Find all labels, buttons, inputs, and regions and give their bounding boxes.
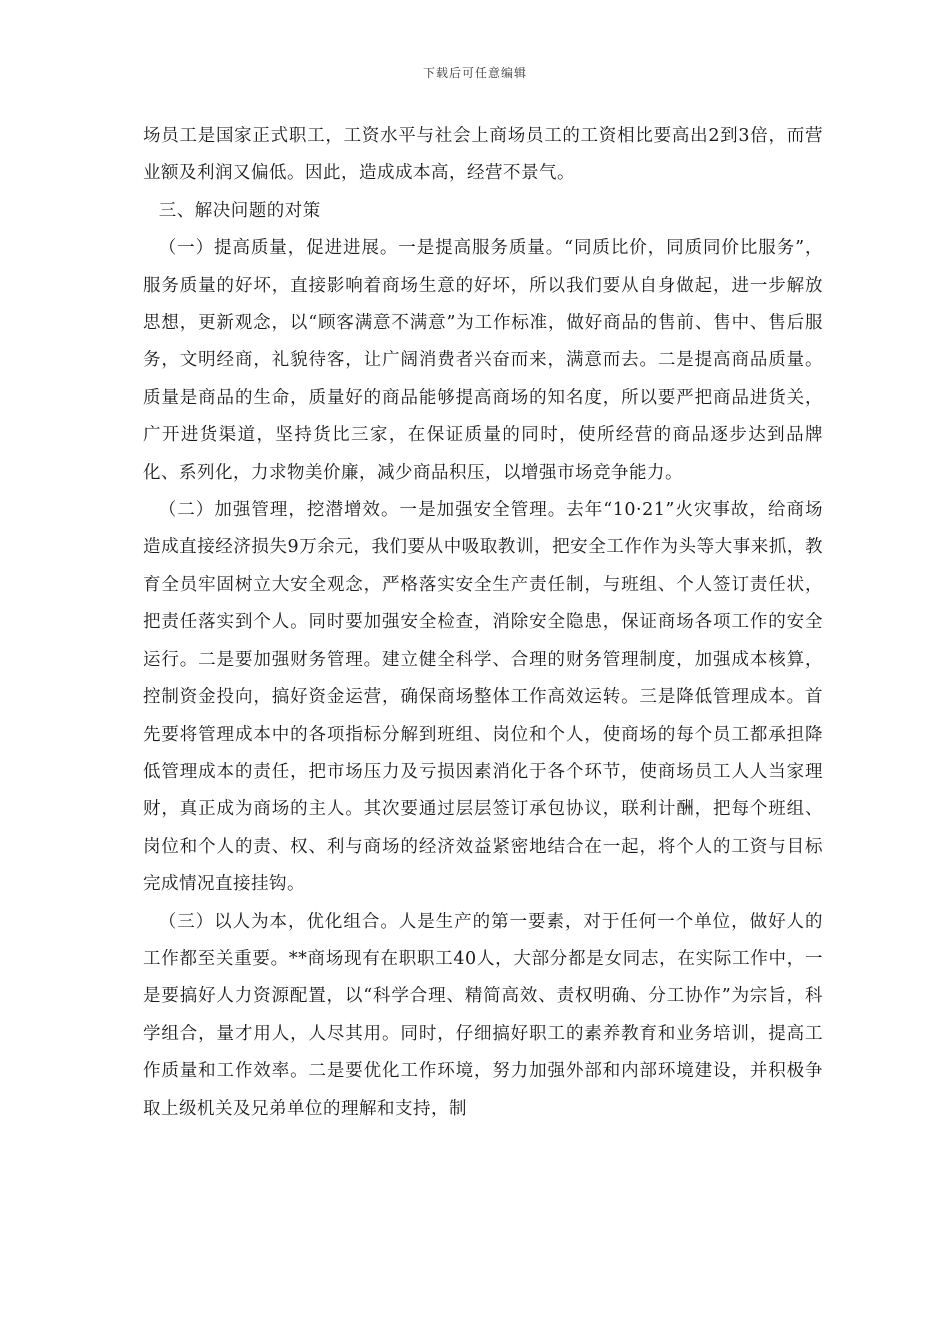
paragraph-strengthen-management: （二）加强管理，挖潜增效。一是加强安全管理。去年“10·21”火灾事故，给商场造成直接经济损失9万余元，我们要从中吸取教训，把安全工作作为头等大事来抓，教育全员牢固树立大安全观念，严格落实安全生产责任制，与班组、个人签订责任状，把责任落实到个人。同时要加强安全检查，消除安全隐患，保证商场各项工作的安全运行。二是要加强财务管理。建立健全科学、合理的财务管理制度，加强成本核算，控制资金投向，搞好资金运营，确保商场整体工作高效运转。三是降低管理成本。首先要将管理成本中的各项指标分解到班组、岗位和个人，使商场的每个员工都承担降低管理成本的责任，把市场压力及亏损因素消化于各个环节，使商场员工人人当家理财，真正成为商场的主人。其次要通过层层签订承包协议，联利计酬，把每个班组、岗位和个人的责、权、利与商场的经济效益紧密地结合在一起，将个人的工资与目标完成情况直接挂钩。 (143, 500, 823, 895)
section-heading: 三、解决问题的对策 (158, 200, 321, 221)
document-body (143, 118, 823, 1128)
paragraph-improve-quality: （一）提高质量，促进进展。一是提高服务质量。“同质比价，同质同价比服务”，服务质量的好坏，直接影响着商场生意的好坏，所以我们要从自身做起，进一步解放思想，更新观念，以“顾客满意不满意”为工作标准，做好商品的售前、售中、售后服务，文明经商，礼貌待客，让广阔消费者兴奋而来，满意而去。二是提高商品质量。质量是商品的生命，质量好的商品能够提高商场的知名度，所以要严把商品进货关，广开进货渠道，坚持货比三家，在保证质量的同时，使所经营的商品逐步达到品牌化、系列化，力求物美价廉，减少商品积压，以增强市场竞争能力。 (143, 238, 823, 483)
paragraph-people-oriented: （三）以人为本，优化组合。人是生产的第一要素，对于任何一个单位，做好人的工作都至关重要。**商场现有在职职工40人，大部分都是女同志，在实际工作中，一是要搞好人力资源配置，以“科学合理、精简高效、责权明确、分工协作”为宗旨，科学组合，量才用人，人尽其用。同时，仔细搞好职工的素养教育和业务培训，提高工作质量和工作效率。二是要优化工作环境，努力加强外部和内部环境建设，并积极争取上级机关及兄弟单位的理解和支持，制 (143, 911, 823, 1119)
paragraph-continuation: 场员工是国家正式职工，工资水平与社会上商场员工的工资相比要高出2到3倍，而营业额及利润又偏低。因此，造成成本高，经营不景气。 (143, 126, 823, 184)
page-header: 下载后可任意编辑 (422, 66, 527, 80)
